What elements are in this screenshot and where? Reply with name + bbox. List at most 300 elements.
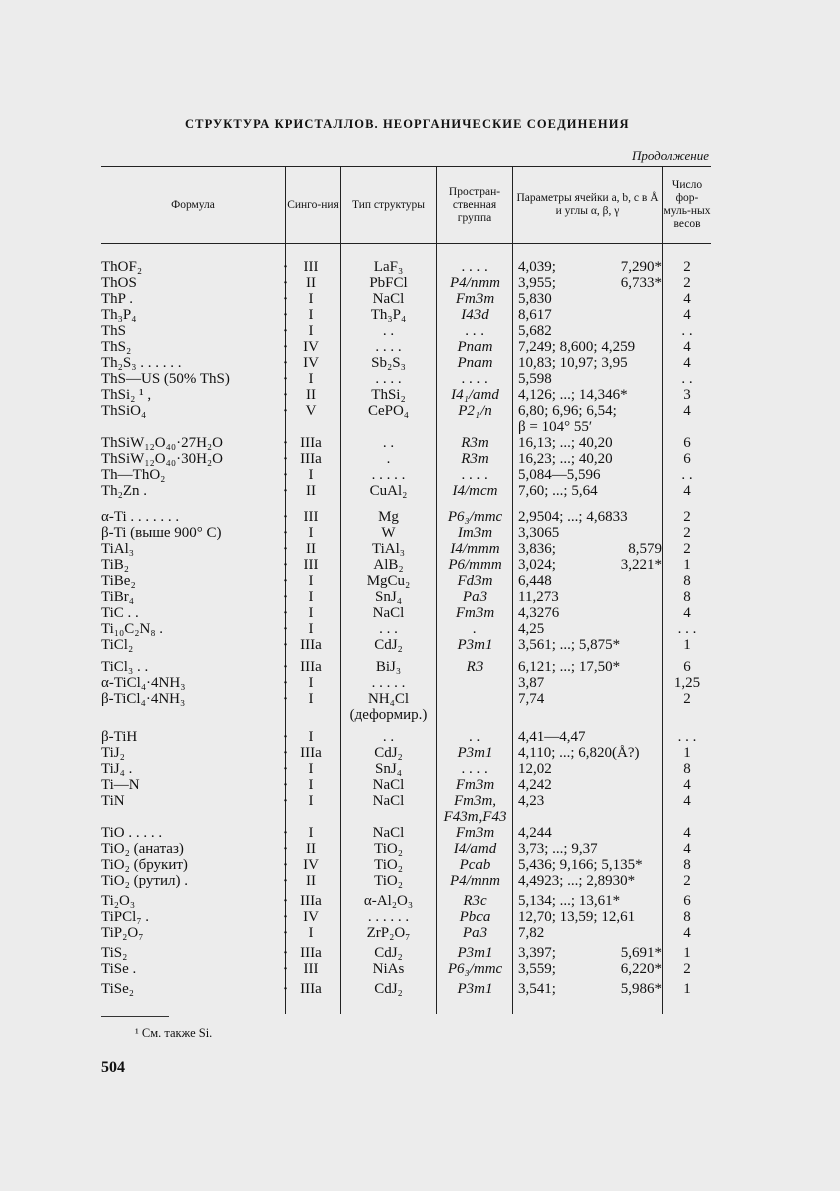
cell-structure-type: CePO₄ bbox=[367, 403, 410, 419]
row-dot: · bbox=[283, 339, 289, 355]
cell-formula: ThOS bbox=[101, 275, 137, 291]
param-main: 4,25 bbox=[518, 621, 545, 637]
cell-space-group: P3m1 bbox=[457, 637, 493, 653]
param-main: β = 104° 55′ bbox=[518, 419, 593, 435]
cell-syngony: IIIa bbox=[300, 745, 322, 761]
cell-structure-type: . . . . . bbox=[371, 675, 406, 691]
cell-formula-units: 4 bbox=[683, 925, 691, 941]
cell-formula: β-Ti (выше 900° C) bbox=[101, 525, 222, 541]
param-main: 4,110; ...; 6,820(Å?) bbox=[518, 745, 640, 761]
param-main: 3,836; bbox=[518, 541, 556, 557]
cell-space-group: R3m bbox=[461, 435, 489, 451]
param-main: 3,559; bbox=[518, 961, 556, 977]
cell-syngony: III bbox=[303, 961, 319, 977]
table-row bbox=[101, 403, 711, 419]
cell-formula-units: 1 bbox=[683, 637, 691, 653]
header-syngony: Синго-ния bbox=[287, 198, 339, 211]
cell-space-group: Pnam bbox=[457, 339, 493, 355]
cell-structure-type: AlB₂ bbox=[373, 557, 404, 573]
cell-formula-units: 4 bbox=[683, 825, 691, 841]
param-main: 7,74 bbox=[518, 691, 545, 707]
cell-syngony: I bbox=[308, 621, 314, 637]
param-main: 16,13; ...; 40,20 bbox=[518, 435, 613, 451]
cell-syngony: I bbox=[308, 729, 314, 745]
cell-formula-units: 6 bbox=[683, 659, 691, 675]
param-main: 5,830 bbox=[518, 291, 552, 307]
table-row bbox=[101, 435, 711, 451]
cell-space-group: P3m1 bbox=[457, 981, 493, 997]
cell-structure-type: TiO₂ bbox=[374, 857, 403, 873]
cell-structure-type: Mg bbox=[378, 509, 399, 525]
row-dot: · bbox=[283, 893, 289, 909]
cell-formula: ThS₂ bbox=[101, 339, 132, 355]
cell-structure-type: . . bbox=[382, 435, 395, 451]
cell-formula: TiSe₂ bbox=[101, 981, 135, 997]
cell-formula: TiPCl₇ . bbox=[101, 909, 150, 925]
table-row bbox=[101, 659, 711, 675]
cell-syngony: IV bbox=[303, 909, 319, 925]
header-structure-type: Тип структуры bbox=[351, 198, 426, 211]
table-row bbox=[101, 387, 711, 403]
cell-syngony: II bbox=[306, 275, 316, 291]
cell-space-group: Pnam bbox=[457, 355, 493, 371]
param-main: 4,242 bbox=[518, 777, 552, 793]
cell-structure-type: MgCu₂ bbox=[366, 573, 411, 589]
cell-space-group: Fm3m bbox=[455, 605, 495, 621]
cell-formula-units: 6 bbox=[683, 893, 691, 909]
row-dot: · bbox=[283, 729, 289, 745]
cell-syngony: II bbox=[306, 483, 316, 499]
table-row bbox=[101, 745, 711, 761]
param-main: 12,02 bbox=[518, 761, 552, 777]
footnote-rule bbox=[101, 1016, 169, 1017]
cell-structure-type: NiAs bbox=[372, 961, 405, 977]
footnote-marker: ¹ bbox=[135, 1026, 139, 1040]
cell-syngony: II bbox=[306, 541, 316, 557]
header-formula: Формула bbox=[171, 198, 215, 211]
row-dot: · bbox=[283, 509, 289, 525]
cell-structure-type: NaCl bbox=[372, 291, 405, 307]
cell-space-group: P6₃/mmc bbox=[447, 509, 503, 525]
cell-space-group: I43d bbox=[461, 307, 489, 323]
table-row bbox=[101, 355, 711, 371]
cell-formula: Th₃P₄ bbox=[101, 307, 137, 323]
cell-syngony: IIIa bbox=[300, 981, 322, 997]
cell-space-group: R3 bbox=[466, 659, 484, 675]
row-dot: · bbox=[283, 403, 289, 419]
cell-space-group: Pa3 bbox=[462, 925, 488, 941]
cell-syngony: I bbox=[308, 573, 314, 589]
cell-formula: α-Ti . . . . . . . bbox=[101, 509, 180, 525]
param-main: 6,121; ...; 17,50* bbox=[518, 659, 621, 675]
cell-structure-type: PbFCl bbox=[369, 275, 408, 291]
cell-formula-units: 2 bbox=[683, 691, 691, 707]
cell-formula-units: 4 bbox=[683, 355, 691, 371]
param-main: 5,682 bbox=[518, 323, 552, 339]
row-dot: · bbox=[283, 825, 289, 841]
cell-space-group: Pbca bbox=[459, 909, 491, 925]
cell-structure-type: NaCl bbox=[372, 777, 405, 793]
page-number: 504 bbox=[101, 1059, 125, 1076]
cell-syngony: IV bbox=[303, 355, 319, 371]
cell-structure-type: NaCl bbox=[372, 793, 405, 809]
cell-space-group: P3m1 bbox=[457, 745, 493, 761]
cell-formula: ThSi₂ ¹ , bbox=[101, 387, 152, 403]
row-dot: · bbox=[283, 761, 289, 777]
cell-syngony: II bbox=[306, 841, 316, 857]
row-dot: · bbox=[283, 541, 289, 557]
cell-formula: Ti₁₀C₂N₈ . bbox=[101, 621, 164, 637]
cell-space-group: . . bbox=[469, 729, 481, 745]
table-row bbox=[101, 589, 711, 605]
cell-syngony: II bbox=[306, 387, 316, 403]
cell-formula: Ti₂O₃ bbox=[101, 893, 136, 909]
cell-syngony: IIIa bbox=[300, 637, 322, 653]
cell-structure-type: . . . bbox=[379, 621, 398, 637]
table-header-rule bbox=[101, 243, 711, 244]
row-dot: · bbox=[283, 605, 289, 621]
param-main: 11,273 bbox=[518, 589, 559, 605]
table-row bbox=[101, 451, 711, 467]
table-row bbox=[101, 873, 711, 889]
cell-formula-units: 8 bbox=[683, 909, 691, 925]
row-dot: · bbox=[283, 777, 289, 793]
cell-formula: ThS bbox=[101, 323, 127, 339]
param-main: 3,397; bbox=[518, 945, 556, 961]
row-dot: · bbox=[283, 857, 289, 873]
cell-formula: TiSe . bbox=[101, 961, 137, 977]
cell-structure-type: SnJ₄ bbox=[375, 589, 402, 605]
cell-syngony: I bbox=[308, 323, 314, 339]
cell-space-group: . . . bbox=[465, 323, 485, 339]
table-row bbox=[101, 945, 711, 961]
cell-space-group: P4/mnm bbox=[450, 873, 500, 889]
cell-space-group: I4₁/amd bbox=[451, 387, 499, 403]
cell-space-group: . . . . bbox=[461, 259, 489, 275]
cell-formula: Th₂Zn . bbox=[101, 483, 148, 499]
cell-structure-type: W bbox=[381, 525, 396, 541]
table-row bbox=[101, 707, 711, 723]
cell-structure-type: BiJ₃ bbox=[375, 659, 402, 675]
cell-space-group: I4/amd bbox=[453, 841, 497, 857]
row-dot: · bbox=[283, 483, 289, 499]
param-main: 4,244 bbox=[518, 825, 552, 841]
cell-syngony: I bbox=[308, 675, 314, 691]
cell-space-group: Pcab bbox=[459, 857, 491, 873]
cell-syngony: III bbox=[303, 259, 319, 275]
row-dot: · bbox=[283, 945, 289, 961]
cell-syngony: IV bbox=[303, 857, 319, 873]
table-row bbox=[101, 909, 711, 925]
param-main: 7,60; ...; 5,64 bbox=[518, 483, 598, 499]
cell-formula-units: 4 bbox=[683, 793, 691, 809]
cell-syngony: II bbox=[306, 873, 316, 889]
row-dot: · bbox=[283, 961, 289, 977]
table-row bbox=[101, 605, 711, 621]
cell-space-group: R3m bbox=[461, 451, 489, 467]
cell-space-group: Fd3m bbox=[457, 573, 493, 589]
cell-space-group: F43m,F43 bbox=[443, 809, 507, 825]
cell-formula: TiBe₂ bbox=[101, 573, 136, 589]
row-dot: · bbox=[283, 925, 289, 941]
cell-formula-units: 6 bbox=[683, 435, 691, 451]
param-main: 3,73; ...; 9,37 bbox=[518, 841, 598, 857]
row-dot: · bbox=[283, 557, 289, 573]
cell-syngony: I bbox=[308, 291, 314, 307]
cell-structure-type: TiO₂ bbox=[374, 873, 403, 889]
cell-syngony: III bbox=[303, 509, 319, 525]
cell-formula: TiAl₃ bbox=[101, 541, 135, 557]
param-main: 6,80; 6,96; 6,54; bbox=[518, 403, 617, 419]
cell-syngony: I bbox=[308, 777, 314, 793]
table-row bbox=[101, 467, 711, 483]
param-main: 8,617 bbox=[518, 307, 552, 323]
row-dot: · bbox=[283, 909, 289, 925]
param-main: 6,448 bbox=[518, 573, 552, 589]
cell-space-group: I4/mcm bbox=[452, 483, 498, 499]
row-dot: · bbox=[283, 573, 289, 589]
cell-space-group: Im3m bbox=[457, 525, 493, 541]
header-params: Параметры ячейки a, b, c в Å и углы α, β, γ bbox=[516, 192, 659, 217]
cell-structure-type: TiAl₃ bbox=[371, 541, 406, 557]
row-dot: · bbox=[283, 371, 289, 387]
cell-formula: TiS₂ bbox=[101, 945, 128, 961]
cell-space-group: . . . . bbox=[461, 467, 489, 483]
cell-structure-type: CdJ₂ bbox=[374, 981, 403, 997]
param-end: 5,986* bbox=[620, 981, 662, 997]
param-main: 4,126; ...; 14,346* bbox=[518, 387, 628, 403]
row-dot: · bbox=[283, 525, 289, 541]
cell-structure-type: . . bbox=[382, 729, 395, 745]
row-dot: · bbox=[283, 637, 289, 653]
cell-space-group: I4/mmm bbox=[450, 541, 500, 557]
table-row bbox=[101, 841, 711, 857]
cell-formula-units: 4 bbox=[683, 605, 691, 621]
cell-syngony: I bbox=[308, 761, 314, 777]
cell-formula-units: 6 bbox=[683, 451, 691, 467]
cell-formula-units: 4 bbox=[683, 291, 691, 307]
cell-formula-units: . . bbox=[681, 467, 693, 483]
cell-syngony: IIIa bbox=[300, 659, 322, 675]
cell-syngony: I bbox=[308, 793, 314, 809]
cell-structure-type: (деформир.) bbox=[349, 707, 428, 723]
row-dot: · bbox=[283, 307, 289, 323]
cell-formula-units: 1 bbox=[683, 981, 691, 997]
cell-structure-type: α-Al₂O₃ bbox=[363, 893, 414, 909]
cell-formula: Th—ThO₂ bbox=[101, 467, 166, 483]
param-main: 5,598 bbox=[518, 371, 552, 387]
param-main: 5,134; ...; 13,61* bbox=[518, 893, 621, 909]
cell-formula-units: 1 bbox=[683, 945, 691, 961]
header-formula-units: Число фор-муль-ных весов bbox=[663, 179, 711, 230]
cell-formula-units: . . . bbox=[677, 729, 697, 745]
cell-structure-type: CdJ₂ bbox=[374, 745, 403, 761]
cell-structure-type: ThSi₂ bbox=[371, 387, 406, 403]
row-dot: · bbox=[283, 275, 289, 291]
cell-formula: TiO₂ (рутил) . bbox=[101, 873, 188, 889]
cell-structure-type: CuAl₂ bbox=[369, 483, 408, 499]
cell-formula-units: 8 bbox=[683, 589, 691, 605]
param-main: 4,3276 bbox=[518, 605, 560, 621]
cell-formula-units: 1 bbox=[683, 745, 691, 761]
cell-formula: TiBr₄ bbox=[101, 589, 135, 605]
header-space-group: Простран-ственная группа bbox=[448, 185, 501, 224]
cell-syngony: I bbox=[308, 525, 314, 541]
table-row bbox=[101, 323, 711, 339]
table-row bbox=[101, 961, 711, 977]
cell-formula-units: 2 bbox=[683, 259, 691, 275]
cell-space-group: Fm3m bbox=[455, 291, 495, 307]
cell-space-group: Fm3m, bbox=[453, 793, 497, 809]
param-end: 6,220* bbox=[620, 961, 662, 977]
cell-formula: β-TiCl₄·4NH₃ bbox=[101, 691, 186, 707]
row-dot: · bbox=[283, 291, 289, 307]
cell-formula: TiCl₂ bbox=[101, 637, 134, 653]
cell-formula: TiCl₃ . . bbox=[101, 659, 149, 675]
table-row bbox=[101, 371, 711, 387]
table-row bbox=[101, 307, 711, 323]
cell-formula-units: 1,25 bbox=[673, 675, 701, 691]
cell-formula-units: 8 bbox=[683, 857, 691, 873]
row-dot: · bbox=[283, 467, 289, 483]
param-main: 7,82 bbox=[518, 925, 545, 941]
param-main: 4,039; bbox=[518, 259, 556, 275]
cell-syngony: III bbox=[303, 557, 319, 573]
cell-space-group: P4/nmm bbox=[450, 275, 500, 291]
cell-space-group: . . . . bbox=[461, 371, 489, 387]
cell-syngony: I bbox=[308, 589, 314, 605]
cell-space-group: . bbox=[473, 621, 477, 637]
cell-structure-type: . . . . . . bbox=[367, 909, 410, 925]
cell-formula-units: 4 bbox=[683, 841, 691, 857]
cell-formula: Th₂S₃ . . . . . . bbox=[101, 355, 182, 371]
cell-formula-units: . . . bbox=[677, 621, 697, 637]
cell-structure-type: CdJ₂ bbox=[374, 945, 403, 961]
table-row bbox=[101, 291, 711, 307]
cell-formula-units: 2 bbox=[683, 525, 691, 541]
cell-formula: TiJ₂ bbox=[101, 745, 125, 761]
cell-formula: ThS—US (50% ThS) bbox=[101, 371, 230, 387]
table-row bbox=[101, 259, 711, 275]
cell-syngony: I bbox=[308, 925, 314, 941]
row-dot: · bbox=[283, 451, 289, 467]
param-main: 3,87 bbox=[518, 675, 545, 691]
table-row bbox=[101, 793, 711, 809]
cell-structure-type: TiO₂ bbox=[374, 841, 403, 857]
table-row bbox=[101, 675, 711, 691]
page-title: СТРУКТУРА КРИСТАЛЛОВ. НЕОРГАНИЧЕСКИЕ СОЕДИНЕНИЯ bbox=[185, 117, 630, 131]
cell-structure-type: . bbox=[386, 451, 391, 467]
param-main: 4,4923; ...; 2,8930* bbox=[518, 873, 636, 889]
row-dot: · bbox=[283, 745, 289, 761]
cell-formula-units: . . bbox=[681, 371, 693, 387]
param-end: 5,691* bbox=[620, 945, 662, 961]
cell-space-group: P2₁/n bbox=[458, 403, 492, 419]
cell-formula: TiB₂ bbox=[101, 557, 130, 573]
cell-structure-type: . . . . bbox=[375, 339, 402, 355]
cell-syngony: IV bbox=[303, 339, 319, 355]
row-dot: · bbox=[283, 387, 289, 403]
row-dot: · bbox=[283, 841, 289, 857]
param-main: 10,83; 10,97; 3,95 bbox=[518, 355, 628, 371]
cell-structure-type: NaCl bbox=[372, 605, 405, 621]
cell-formula: ThSiO₄ bbox=[101, 403, 147, 419]
row-dot: · bbox=[283, 323, 289, 339]
cell-structure-type: NaCl bbox=[372, 825, 405, 841]
cell-syngony: I bbox=[308, 605, 314, 621]
cell-formula: TiN bbox=[101, 793, 125, 809]
cell-space-group: P3m1 bbox=[457, 945, 493, 961]
cell-space-group: Fm3m bbox=[455, 777, 495, 793]
cell-formula: ThOF₂ bbox=[101, 259, 143, 275]
cell-syngony: I bbox=[308, 825, 314, 841]
table-row bbox=[101, 857, 711, 873]
cell-space-group: P6₃/mmc bbox=[447, 961, 503, 977]
param-main: 3,024; bbox=[518, 557, 556, 573]
cell-formula-units: 2 bbox=[683, 509, 691, 525]
cell-formula: Ti—N bbox=[101, 777, 140, 793]
cell-formula-units: 2 bbox=[683, 961, 691, 977]
cell-structure-type: NH₄Cl bbox=[367, 691, 410, 707]
row-dot: · bbox=[283, 793, 289, 809]
table-row bbox=[101, 621, 711, 637]
param-main: 4,41—4,47 bbox=[518, 729, 586, 745]
table-row bbox=[101, 691, 711, 707]
param-main: 3,3065 bbox=[518, 525, 560, 541]
table-row bbox=[101, 981, 711, 997]
cell-formula-units: 2 bbox=[683, 873, 691, 889]
cell-formula-units: 8 bbox=[683, 573, 691, 589]
param-main: 7,249; 8,600; 4,259 bbox=[518, 339, 636, 355]
cell-structure-type: LaF₃ bbox=[373, 259, 404, 275]
cell-syngony: I bbox=[308, 371, 314, 387]
row-dot: · bbox=[283, 355, 289, 371]
table-row bbox=[101, 557, 711, 573]
param-end: 7,290* bbox=[620, 259, 662, 275]
row-dot: · bbox=[283, 691, 289, 707]
cell-formula: TiO₂ (анатаз) bbox=[101, 841, 184, 857]
cell-formula: α-TiCl₄·4NH₃ bbox=[101, 675, 186, 691]
table-row bbox=[101, 925, 711, 941]
footnote-text: См. также Si. bbox=[141, 1026, 213, 1040]
param-end: 3,221* bbox=[620, 557, 662, 573]
cell-formula: TiC . . bbox=[101, 605, 139, 621]
cell-formula-units: . . bbox=[681, 323, 693, 339]
cell-space-group: Pa3 bbox=[462, 589, 488, 605]
param-end: 6,733* bbox=[620, 275, 662, 291]
cell-space-group: . . . . bbox=[461, 761, 489, 777]
cell-formula: TiJ₄ . bbox=[101, 761, 133, 777]
cell-structure-type: Sb₂S₃ bbox=[371, 355, 406, 371]
cell-space-group: R3c bbox=[463, 893, 487, 909]
table-row bbox=[101, 275, 711, 291]
param-main: 16,23; ...; 40,20 bbox=[518, 451, 613, 467]
row-dot: · bbox=[283, 981, 289, 997]
cell-formula-units: 4 bbox=[683, 777, 691, 793]
param-end: 8,579 bbox=[628, 541, 662, 557]
row-dot: · bbox=[283, 675, 289, 691]
table-row bbox=[101, 809, 711, 825]
cell-syngony: I bbox=[308, 467, 314, 483]
cell-structure-type: SnJ₄ bbox=[375, 761, 402, 777]
cell-syngony: IIIa bbox=[300, 451, 322, 467]
row-dot: · bbox=[283, 659, 289, 675]
table-row bbox=[101, 637, 711, 653]
table-row bbox=[101, 419, 711, 435]
param-main: 2,9504; ...; 4,6833 bbox=[518, 509, 628, 525]
param-main: 3,955; bbox=[518, 275, 556, 291]
cell-structure-type: . . . . . bbox=[371, 467, 406, 483]
